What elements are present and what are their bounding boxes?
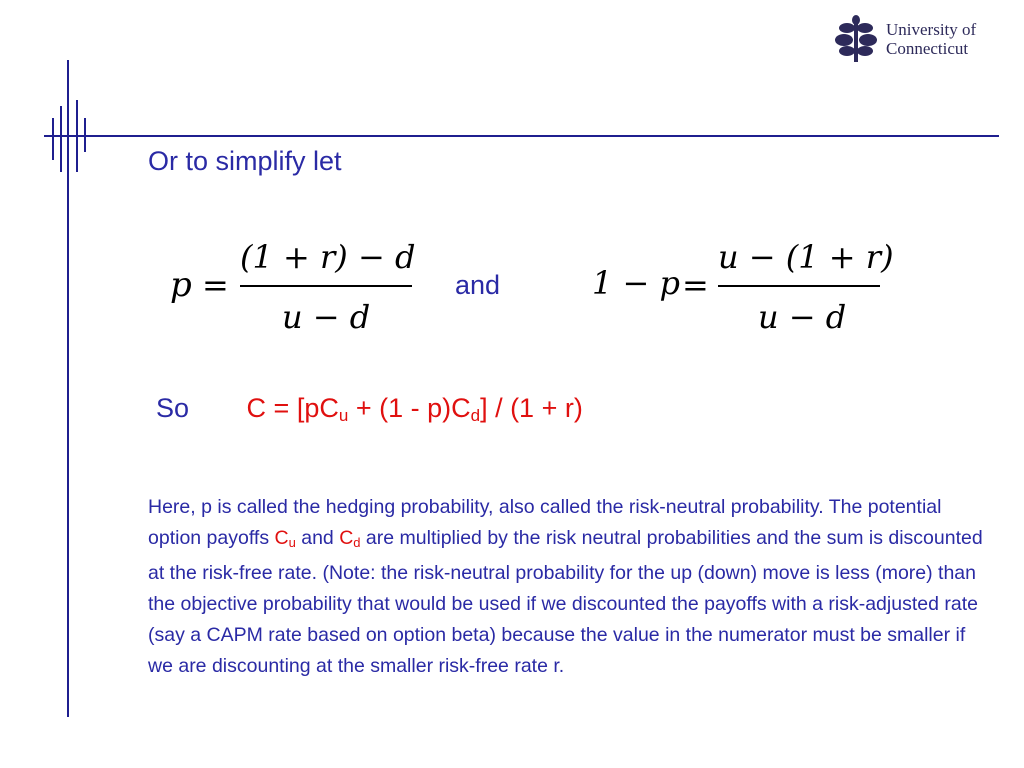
para-text-1: Here, p is called the hedging probability, also called the risk-neutral probability. The potential option payoffs — [148, 496, 942, 549]
formula-part-2: + (1 - p)C — [348, 393, 471, 423]
formula-part-1: C = [pC — [246, 393, 339, 423]
so-formula-line — [156, 393, 583, 426]
so-label: So — [156, 393, 190, 423]
para-and: and — [295, 527, 340, 549]
formula-right-eq: = — [682, 266, 709, 304]
formula-left-denominator: u − d — [282, 298, 371, 336]
para-text-2: are multiplied by the risk neutral probabilities and the sum is discounted at the risk-free rate. (Note: the risk-neutral probability for the up (down) move is less (more) than the objective probability that would be used if we discounted the payoffs with a risk-adjusted rate (say a CAPM rate based on option beta) because the value in the numerator must be smaller if we are discounting at the smaller risk-free rate r. — [148, 527, 983, 677]
cd-symbol: $C_d$ — [339, 527, 361, 550]
logo-wordmark — [886, 20, 976, 58]
university-logo — [834, 14, 996, 68]
and-word: and — [455, 270, 501, 300]
explanation-paragraph — [148, 492, 988, 682]
vertical-rule-main — [67, 60, 69, 717]
slide-heading: Or to simplify let — [148, 146, 342, 176]
formula-part-3: ] / (1 + r) — [480, 393, 583, 423]
formula-right-fraction-bar — [718, 285, 880, 287]
formula-left-lhs: p — [170, 265, 192, 305]
cu-symbol: $C_u$ — [274, 527, 296, 550]
vertical-rule-short-2 — [60, 106, 62, 172]
vertical-rule-short-1 — [52, 118, 54, 160]
formula-left-eq: = — [202, 266, 229, 304]
formula-right-denominator: u − d — [758, 298, 847, 336]
formula-left-fraction-bar — [240, 285, 412, 287]
logo-line-1: University of — [886, 20, 977, 39]
formula-sub-d: d — [470, 406, 481, 425]
oak-leaf-icon — [834, 14, 878, 66]
logo-line-2: Connecticut — [886, 39, 969, 58]
option-value-formula — [247, 393, 583, 423]
formula-right-numerator: u − (1 + r) — [718, 238, 894, 276]
formula-right-lhs: 1 − p — [592, 264, 680, 302]
horizontal-rule — [44, 135, 999, 137]
formula-sub-u: u — [338, 406, 349, 425]
formula-left-numerator: (1 + r) − d — [240, 238, 416, 276]
